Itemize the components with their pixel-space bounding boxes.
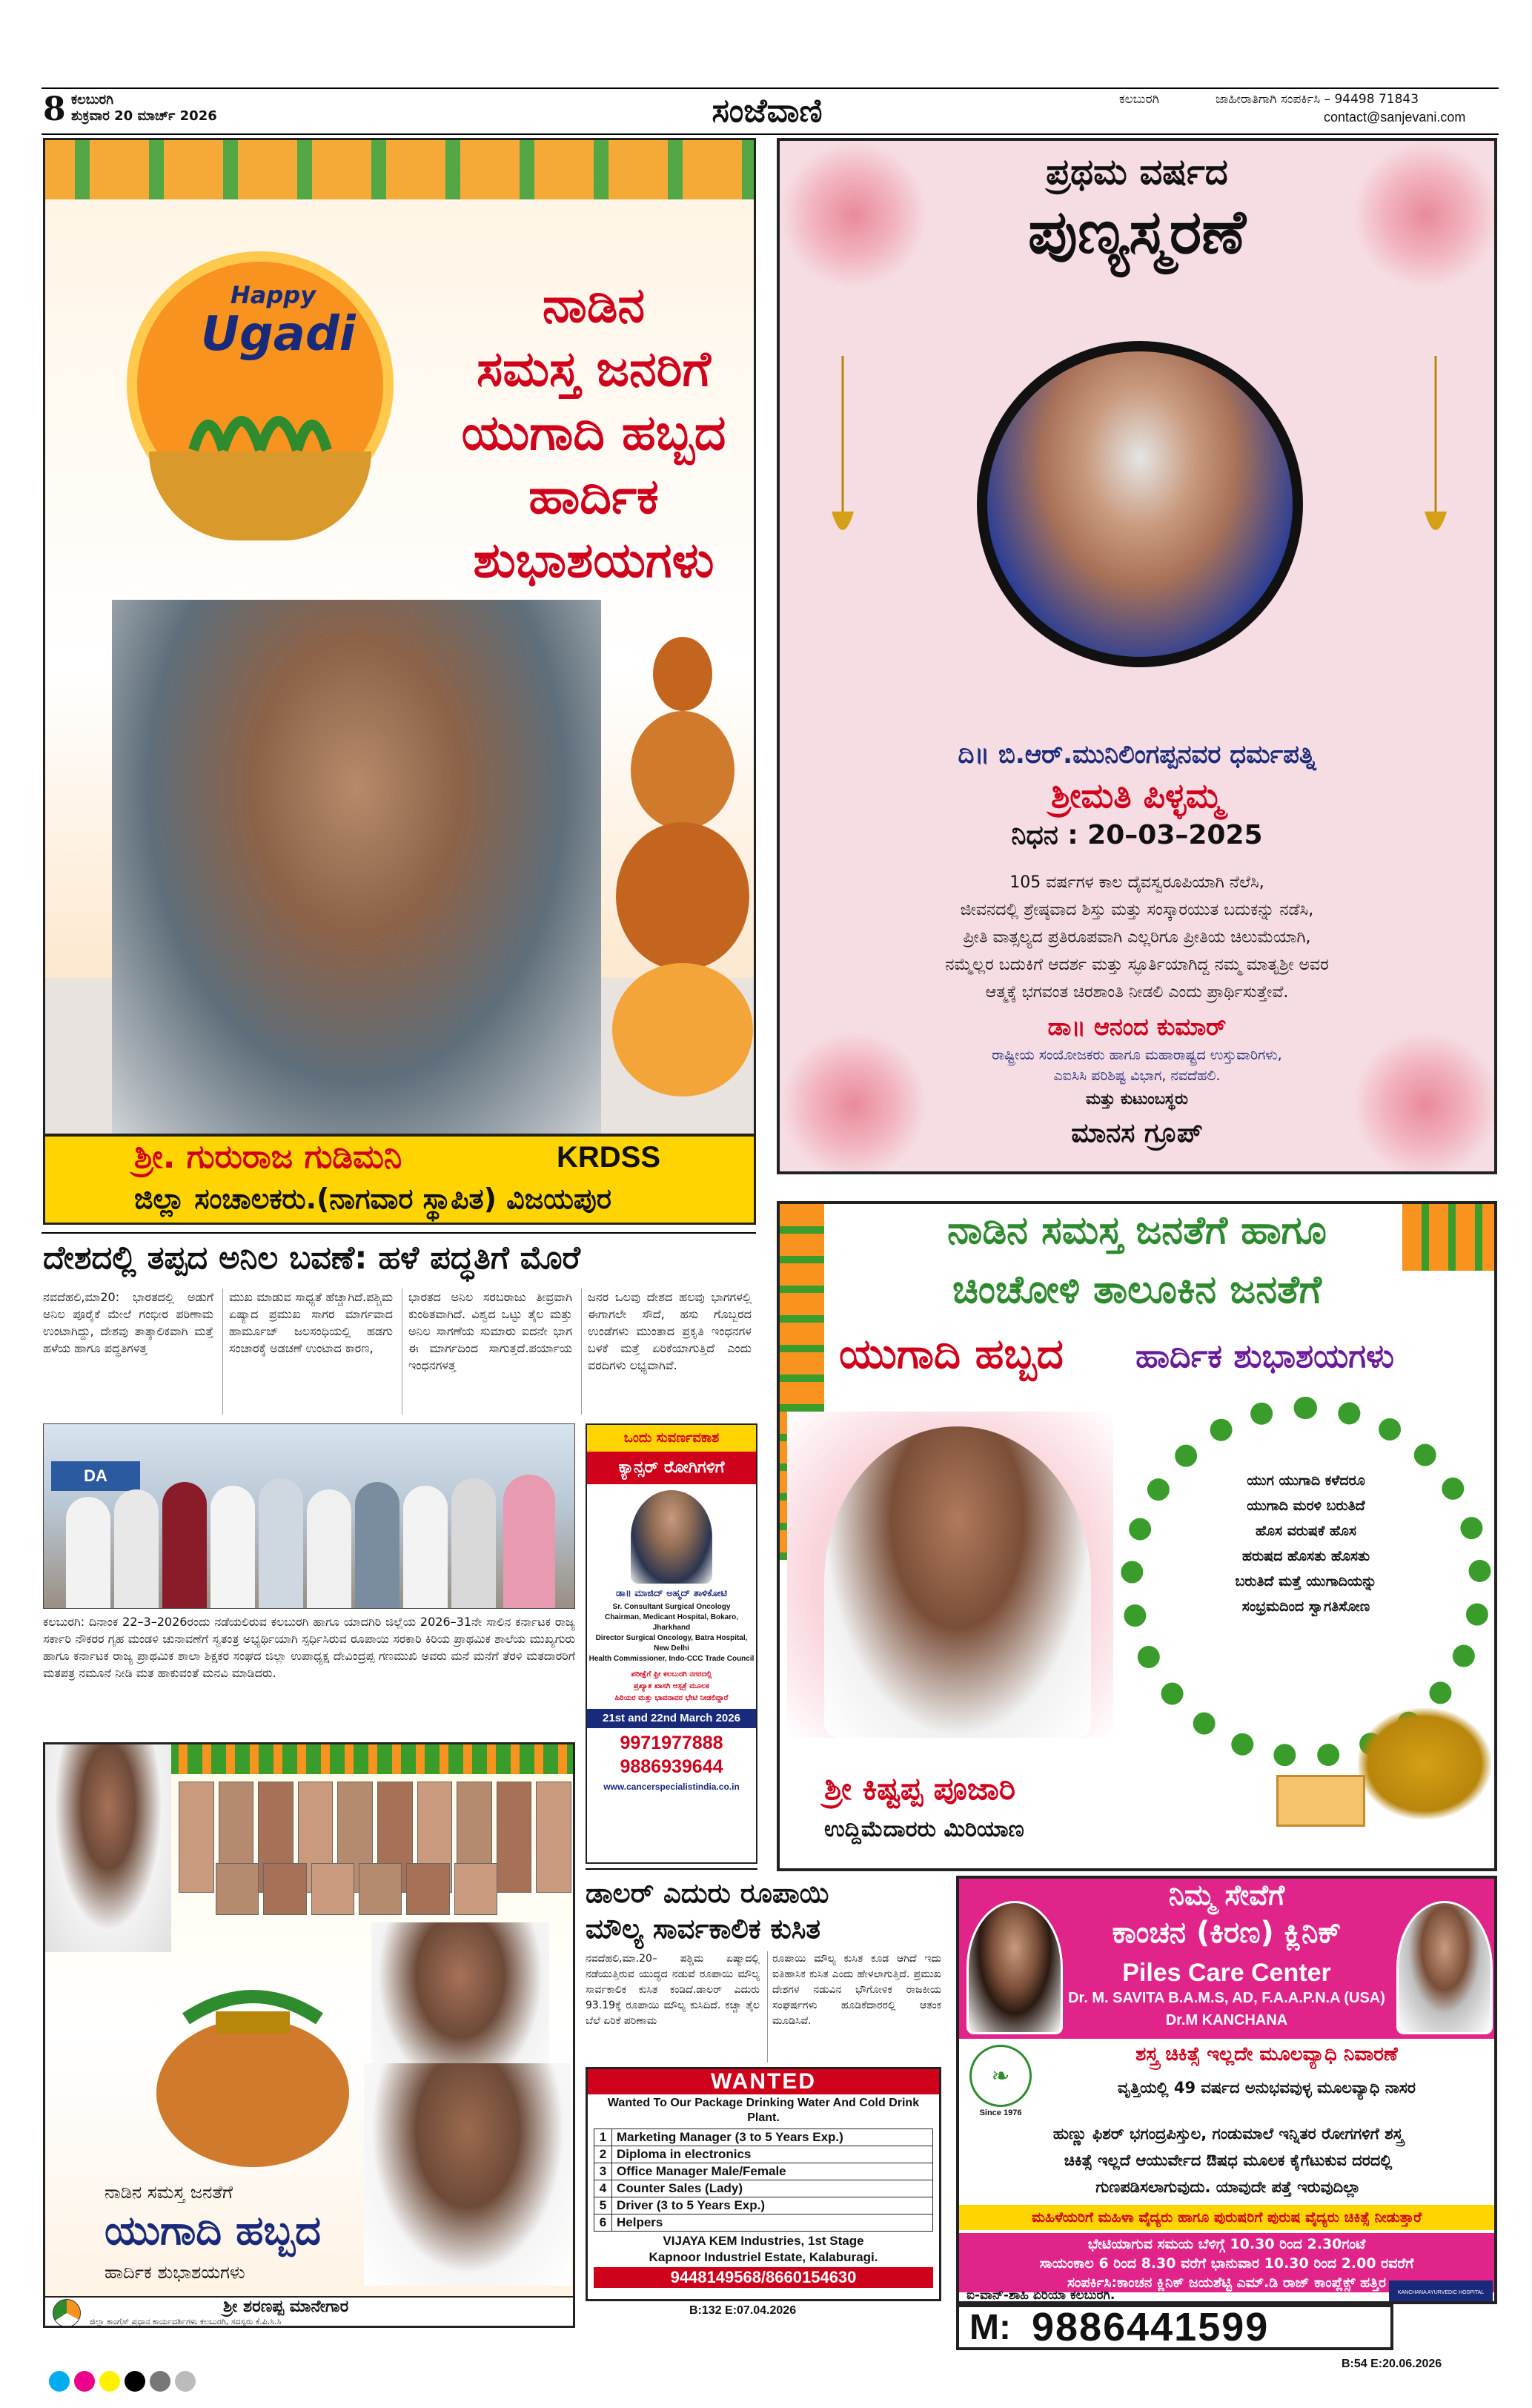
article-rule <box>42 1232 756 1234</box>
clinic-doctor-2: Dr.M KANCHANA <box>1165 2012 1288 2028</box>
memorial-portrait <box>977 341 1303 667</box>
clinic-address-line: ಸಂಪರ್ಕಿಸಿ:ಕಾಂಚನ ಕ್ಲಿನಿಕ್ ಜಯಶೆಟ್ಟಿ ಎಮ್.ಡಿ ರಾಜ್ ಕಾಂಪ್ಲೆಕ್ಸ್ ಹತ್ತಿರ <box>1067 2275 1387 2291</box>
hanging-lamp-icon-right <box>1425 356 1447 549</box>
cancer-phone-2[interactable]: 9886939644 <box>620 1756 723 1777</box>
ad-wanted <box>586 2067 941 2301</box>
person-figure <box>66 1497 110 1608</box>
hanging-lamp-icon-left <box>832 356 854 549</box>
memorial-body-line: ನಮ್ಮೆಲ್ಲರ ಬದುಕಿಗೆ ಆದರ್ಶ ಮತ್ತು ಸ್ಫೂರ್ತಿಯಾಗಿದ್ದ ನಮ್ಮ ಮಾತೃಶ್ರೀ ಅವರ <box>945 956 1329 974</box>
header-city-left: ಕಲಬುರಗಿ <box>71 92 114 108</box>
header-date: ಶುಕ್ರವಾರ 20 ಮಾರ್ಚ್ 2026 <box>71 108 217 124</box>
chincholi-line-3b: ಹಾರ್ದಿಕ ಶುಭಾಶಯಗಳು <box>1135 1337 1394 1375</box>
person-figure <box>503 1475 555 1608</box>
clinic-timing-line: ಸಾಯಂಕಾಲ 6 ರಿಂದ 8.30 ವರೆಗೆ ಭಾನುವಾರ 10.30 ರಿಂದ 2.00 ರವರೆಗೆ <box>1039 2255 1414 2272</box>
kalasha-pot-icon <box>142 1959 364 2167</box>
photo-news-image <box>43 1423 575 1609</box>
clinic-name-kn: ಕಾಂಚನ (ಕಿರಣ) ಕ್ಲಿನಿಕ್ <box>1112 1916 1342 1950</box>
wanted-row-label: Diploma in electronics <box>617 2147 752 2161</box>
leader-thumbnail <box>454 1863 497 1915</box>
congress-line-1: ನಾಡಿನ ಸಮಸ್ತ ಜನತೆಗೆ <box>105 2182 233 2203</box>
portrait-gururaja <box>112 600 601 1134</box>
leader-thumbnail <box>497 1782 532 1893</box>
chincholi-poem-line: ಬರುತಿದೆ ಮತ್ತೆ ಯುಗಾದಿಯನ್ನು <box>1235 1573 1377 1590</box>
page-number: 8 <box>43 90 66 128</box>
leader-thumbnail <box>216 1863 259 1915</box>
wanted-row <box>594 2163 932 2180</box>
chincholi-line-2: ಚಿಂಚೋಳಿ ತಾಲೂಕಿನ ಜನತೆಗೆ <box>952 1268 1322 1312</box>
wanted-row-label: Marketing Manager (3 to 5 Years Exp.) <box>617 2130 843 2144</box>
greeting-line-1: ನಾಡಿನ <box>542 277 646 334</box>
leader-photo-main <box>45 1744 171 1952</box>
greeting-line-3: ಯುಗಾದಿ ಹಬ್ಬದ <box>461 404 726 461</box>
rupee-headline-1: ಡಾಲರ್ ಎದುರು ರೂಪಾಯಿ <box>586 1877 829 1909</box>
chincholi-poem-line: ಹರುಷದ ಹೊಸತು ಹೊಸತು <box>1241 1548 1370 1564</box>
yellow-dot-icon <box>99 2371 120 2392</box>
clinic-body-line: ಹುಣ್ಣು ಫಿಶರ್ ಭಗಂದ್ರಪಿಸ್ತುಲ, ಗಂಡುಮಾಲೆ ಇನ್ನಿತರ ರೋಗಗಳಿಗೆ ಶಸ್ತ್ರ <box>1052 2125 1404 2143</box>
shop-sign: DA <box>51 1461 140 1491</box>
wanted-row <box>594 2146 932 2163</box>
article-rupee-col-1: ನವದೆಹಲಿ,ಮಾ.20– ಪಶ್ಚಿಮ ಏಷ್ಯಾದಲ್ಲಿ ನಡೆಯುತ್ತಿರುವ ಯುದ್ಧದ ನಡುವೆ ರೂಪಾಯಿ ಮೌಲ್ಯ ಸಾರ್ವಕಾಲಿಕ ಕುಸಿತ ಕಂಡಿದೆ.ಡಾಲರ್ ಎದುರು 93.19ಕ್ಕೆ ರೂಪಾಯಿ ಮೌಲ್ಯ ಕುಸಿದಿದೆ. ಕಚ್ಚಾ ತೈಲ ಬೆಲೆ ಏರಿಕೆ ಪರಿಣಾಮ <box>586 1953 760 2027</box>
person-figure <box>259 1478 303 1608</box>
wanted-row-num: 4 <box>594 2180 612 2197</box>
clinic-tagline: ನಿಮ್ಮ ಸೇವೆಗೆ <box>1168 1879 1285 1911</box>
chincholi-line-1: ನಾಡಿನ ಸಮಸ್ತ ಜನತೆಗೆ ಹಾಗೂ <box>947 1208 1327 1253</box>
chincholi-role: ಉದ್ದಿಮೆದಾರರು ಮಿರಿಯಾಣ <box>824 1816 1024 1842</box>
leader-thumbnail <box>406 1863 449 1915</box>
rupee-rule <box>586 1868 757 1870</box>
chincholi-poem-line: ಯುಗ ಯುಗಾದಿ ಕಳೆದರೂ <box>1247 1472 1365 1489</box>
article-fuel-col-2: ಮುಖ ಮಾಡುವ ಸಾಧ್ಯತೆ ಹೆಚ್ಚಾಗಿದೆ.ಪಶ್ಚಿಮ ಏಷ್ಯಾದ ಪ್ರಮುಖ ಸಾಗರ ಮಾರ್ಗವಾದ ಹಾರ್ಮೂಜ್ ಜಲಸಂಧಿಯಲ್ಲಿ ಹಡಗು ಸಂಚಾರಕ್ಕೆ ಅಡಚಣೆ ಉಂಟಾದ ಕಾರಣ, <box>222 1289 393 1415</box>
memorial-group: ಮಾನಸ ಗ್ರೂಪ್ <box>1071 1118 1203 1148</box>
clinic-mobile-label: M: <box>969 2307 1011 2347</box>
cancer-phone-1[interactable]: 9971977888 <box>620 1733 723 1753</box>
chincholi-poem <box>1173 1468 1439 1619</box>
cancer-credential: Health Commissioner, Indo-CCC Trade Council <box>588 1655 755 1663</box>
rupee-headline-2: ಮೌಲ್ಯ ಸಾರ್ವಕಾಲಿಕ ಕುಸಿತ <box>586 1913 821 1945</box>
ad-clinic <box>956 1876 1497 2304</box>
chincholi-line-3a: ಯುಗಾದಿ ಹಬ್ಬದ <box>839 1330 1064 1378</box>
ad-memorial <box>777 138 1497 1174</box>
congress-role: ಜಿಲ್ಲಾ ಕಾಂಗ್ರೆಸ್ ಪ್ರಧಾನ ಕಾರ್ಯದರ್ಶಿಗಳು ಕಲಬುರಗಿ, ಸದಸ್ಯರು ಕೆ.ಪಿ.ಸಿ.ಸಿ <box>90 2317 282 2326</box>
memorial-title-big: ಪುಣ್ಯಸ್ಮರಣೆ <box>1028 197 1246 268</box>
leader-thumbnail <box>311 1863 354 1915</box>
wanted-row-num: 1 <box>594 2129 612 2146</box>
memorial-body-line: ಜೀವನದಲ್ಲಿ ಶ್ರೇಷ್ಠವಾದ ಶಿಸ್ತು ಮತ್ತು ಸಂಸ್ಕಾರಯುತ ಬದುಕನ್ನು ನಡೆಸಿ, <box>960 901 1314 919</box>
cancer-note: ಹಿರಿಯರ ಮತ್ತು ಭಾವನಾವರ ಭೇಟಿ ನೀಡಲಿದ್ದಾರೆ <box>614 1694 729 1702</box>
wanted-row-num: 6 <box>594 2214 612 2231</box>
clinic-timing-line: ಭೇಟಿಯಾಗುವ ಸಮಯ ಬೆಳಿಗ್ಗೆ 10.30 ರಿಂದ 2.30ಗಂಟೆ <box>1087 2236 1366 2252</box>
wanted-row <box>594 2180 932 2197</box>
person-figure <box>162 1482 207 1608</box>
wanted-table <box>594 2128 933 2232</box>
memorial-title-small: ಪ್ರಥಮ ವರ್ಷದ <box>1046 151 1228 193</box>
article-rupee-col-2: ರೂಪಾಯಿ ಮೌಲ್ಯ ಕುಸಿತ ಕೂಡ ಆಗಿದೆ ಇದು ಐತಿಹಾಸಿಕ ಕುಸಿತ ಎಂದು ಹೇಳಲಾಗುತ್ತಿದೆ. ಪ್ರಮುಖ ದೇಶಗಳ ನಡುವಿನ ಭೌಗೋಳಿಕ ರಾಜಕೀಯ ಸಂಘರ್ಷಗಳು ಹೂಡಿಕೆದಾರರಲ್ಲಿ ಆತಂಕ ಮೂಡಿಸಿವೆ. <box>767 1951 941 2063</box>
cancer-title: ಕ್ಯಾನ್ಸರ್ ರೋಗಿಗಳಿಗೆ <box>587 1452 756 1484</box>
cancer-dates: 21st and 22nd March 2026 <box>587 1709 756 1728</box>
cancer-doctor-photo <box>631 1490 712 1584</box>
ad-ugadi-chincholi <box>777 1201 1497 1871</box>
marigold-garland-decoration <box>45 140 754 199</box>
chincholi-poem-line: ಯುಗಾದಿ ಮರಳಿ ಬರುತಿದೆ <box>1247 1498 1365 1514</box>
clinic-body <box>1041 2074 1493 2101</box>
article-fuel-headline: ದೇಶದಲ್ಲಿ ತಪ್ಪದ ಅನಿಲ ಬವಣೆ: ಹಳೆ ಪದ್ಧತಿಗೆ ಮೊರೆ <box>43 1240 581 1277</box>
cancer-credential: Sr. Consultant Surgical Oncology <box>612 1603 731 1611</box>
cancer-note: ಪ್ರಖ್ಯಾತ ಖಾಸಗಿ ಆಸ್ಪತ್ರೆ ಮೂಲಕ <box>633 1682 710 1690</box>
person-figure <box>451 1478 496 1608</box>
article-rupee-headline <box>586 1876 941 1947</box>
leader-photo-strip-2 <box>216 1863 497 1915</box>
person-figure <box>210 1486 255 1608</box>
kalasha-stack-icon <box>609 615 756 1104</box>
chincholi-poem-line: ಹೊಸ ವರುಷಕೆ ಹೊಸ <box>1255 1523 1357 1539</box>
black-dot-icon <box>125 2371 145 2392</box>
clinic-doctor-1: Dr. M. SAVITA B.A.M.S, AD, F.A.A.P.N.A (USA) <box>1068 1990 1385 2006</box>
photo-news-caption: ಕಲಬುರಗಿ: ದಿನಾಂಕ 22–3–2026ರಂದು ನಡೆಯಲಿರುವ ಕಲಬುರಗಿ ಹಾಗೂ ಯಾದಗಿರಿ ಜಿಲ್ಲೆಯ 2026–31ನೇ ಸಾಲಿನ ಕರ್ನಾಟಕ ರಾಜ್ಯ ಸರ್ಕಾರಿ ನೌಕರರ ಗೃಹ ಮಂಡಳಿ ಚುನಾವಣೆಗೆ ಸ್ವತಂತ್ರ ಅಭ್ಯರ್ಥಿಯಾಗಿ ಸ್ಪರ್ಧಿಸಿರುವ ರೂಪಾಯಿ ಸರಕಾರಿ ಕಿರಿಯ ಪ್ರಾಥಮಿಕ ಶಾಲೆಯ ಮುಖ್ಯಗುರು ಹಾಗೂ ಕರ್ನಾಟಕ ರಾಜ್ಯ ಪ್ರಾಥಮಿಕ ಶಾಲಾ ಶಿಕ್ಷಕರ ಸಂಘದ ಜಿಲ್ಲಾ ಉಪಾಧ್ಯಕ್ಷ ದೇವಿಂದ್ರಪ್ಪ ಗಣಮುಖಿ ಅವರು ಮನೆ ಮನೆಗೆ ತೆರಳಿ ಮತದಾರರಿಗೆ ಮತಪತ್ರ ನಮೂನೆ ನೀಡಿ ಮತ ಹಾಕುವಂತೆ ಮನವಿ ಮಾಡಿದರು. <box>43 1615 575 1680</box>
memorial-death-date: ನಿಧನ : 20–03–2025 <box>1011 820 1263 850</box>
gururaja-org: KRDSS <box>557 1141 661 1174</box>
badge-ugadi: Ugadi <box>201 307 356 362</box>
greeting-line-4: ಹಾರ್ದಿಕ <box>528 468 659 525</box>
memorial-son-role-1: ರಾಷ್ಟ್ರೀಯ ಸಂಯೋಜಕರು ಹಾಗೂ ಮಹಾರಾಷ್ಟ್ರದ ಉಸ್ತುವಾರಿಗಳು, <box>992 1047 1282 1063</box>
chincholi-name: ಶ್ರೀ ಕಿಷ್ಟಪ್ಪ ಪೂಜಾರಿ <box>824 1770 1016 1807</box>
greeting-line-2: ಸಮಸ್ತ ಜನರಿಗೆ <box>477 340 711 397</box>
leader-thumbnail <box>263 1863 306 1915</box>
leader-thumbnail <box>179 1782 214 1893</box>
congress-line-3: ಹಾರ್ದಿಕ ಶುಭಾಶಯಗಳು <box>105 2262 245 2283</box>
cancer-doctor-name: ಡಾ॥ ಮಾಜಿದ್ ಅಹ್ಮದ್ ತಾಳಿಕೋಟಿ <box>615 1588 728 1599</box>
article-fuel-col-4: ಜನರ ಒಲವು ದೇಶದ ಹಲವು ಭಾಗಗಳಲ್ಲಿ ಈಗಾಗಲೇ ಸೌದೆ, ಹಸು ಗೊಬ್ಬರದ ಉಂಡೆಗಳು ಮುಂತಾದ ಪ್ರಕೃತಿ ಇಂಧನಗಳ ಬಳಕೆ ಮತ್ತೆ ಏರಿಕೆಯಾಗುತ್ತಿದೆ ಎಂದು ವರದಿಗಳು ಲಭ್ಯವಾಗಿವೆ. <box>581 1289 752 1415</box>
memorial-body-line: ಪ್ರೀತಿ ವಾತ್ಸಲ್ಯದ ಪ್ರತಿರೂಪವಾಗಿ ಎಲ್ಲರಿಗೂ ಪ್ರೀತಿಯ ಚಿಲುಮೆಯಾಗಿ, <box>963 928 1311 947</box>
cancer-credentials <box>587 1602 756 1664</box>
cancer-website[interactable]: www.cancerspecialistindia.co.in <box>603 1782 740 1792</box>
wanted-row-label: Counter Sales (Lady) <box>617 2181 743 2195</box>
memorial-family: ಮತ್ತು ಕುಟುಂಬಸ್ಥರು <box>1086 1090 1188 1108</box>
clinic-body-line: ಗುಣಪಡಿಸಲಾಗುವುದು. ಯಾವುದೇ ಪತ್ತೆ ಇರುವುದಿಲ್ಲಾ <box>1095 2178 1361 2196</box>
cancer-note: ಪರೀಕ್ಷೆಗೆ ಫ್ರೀ ಕಲಬುರಗಿ ನಗರದಲ್ಲಿ <box>631 1670 712 1678</box>
article-fuel-col-3: ಭಾರತದ ಅನಿಲ ಸರಬರಾಜು ತೀವ್ರವಾಗಿ ಕುಂಠಿತವಾಗಿದೆ. ವಿಶ್ವದ ಒಟ್ಟು ತೈಲ ಮತ್ತು ಅನಿಲ ಸಾಗಣೆಯ ಸುಮಾರು ಐದನೇ ಭಾಗ ಈ ಮಾರ್ಗದಿಂದ ಸಾಗುತ್ತದೆ.ಪರ್ಯಾಯ ಇಂಧನಗಳತ್ತ <box>402 1289 572 1415</box>
wanted-row <box>594 2214 932 2231</box>
wanted-row-num: 3 <box>594 2163 612 2180</box>
brass-pot-icon <box>1358 1708 1491 1819</box>
memorial-name: ಶ್ರೀಮತಿ ಪಿಳ್ಳಮ್ಮ <box>1051 775 1223 816</box>
leaf-icon: ❧ <box>991 2063 1010 2089</box>
greeting-line-5: ಶುಭಾಶಯಗಳು <box>473 532 714 589</box>
gururaja-designation: ಜಿಲ್ಲಾ ಸಂಚಾಲಕರು.(ನಾಗವಾರ ಸ್ಥಾಪಿತ) ವಿಜಯಪುರ <box>134 1182 611 1215</box>
header-city-right: ಕಲಬುರಗಿ <box>1119 92 1159 107</box>
wanted-address: Kapnoor Industriel Estate, Kalaburagi. <box>649 2250 878 2264</box>
clinic-code: B:54 E:20.06.2026 <box>1342 2358 1442 2370</box>
clinic-mobile-box <box>956 2304 1393 2350</box>
article-rupee-body <box>586 1951 941 2063</box>
chincholi-portrait <box>824 1426 1091 1738</box>
ad-congress-ugadi <box>43 1742 575 2328</box>
ad-ugadi-gururaja <box>43 138 756 1225</box>
person-figure <box>403 1486 448 1608</box>
congress-line-2: ಯುಗಾದಿ ಹಬ್ಬದ <box>105 2207 321 2254</box>
ugadi-greeting-block <box>431 274 756 592</box>
clinic-body-cont <box>964 2120 1493 2200</box>
wanted-row-label: Driver (3 to 5 Years Exp.) <box>617 2198 766 2212</box>
wanted-row-label: Office Manager Male/Female <box>617 2164 786 2178</box>
chincholi-poem-line: ಸಂಭ್ರಮದಿಂದ ಸ್ವಾಗತಿಸೋಣ <box>1241 1598 1370 1615</box>
header-rule-bottom <box>42 133 1499 135</box>
wanted-code: B:132 E:07.04.2026 <box>689 2304 797 2317</box>
clinic-address-2: ಐ-ವಾನ್-ಶಾಹಿ ಏರಿಯಾ ಕಲಬುರಗಿ. <box>966 2288 1115 2303</box>
wanted-subtitle: Wanted To Our Package Drinking Water And Cold Drink Plant. <box>607 2097 920 2124</box>
article-fuel-body <box>43 1289 756 1415</box>
sweets-icon <box>1276 1775 1365 1827</box>
wanted-row <box>594 2197 932 2214</box>
person-figure <box>355 1482 399 1608</box>
leader-thumbnail <box>536 1782 571 1893</box>
wanted-row-num: 2 <box>594 2146 612 2163</box>
wanted-title: WANTED <box>588 2069 939 2094</box>
light-grey-dot-icon <box>175 2371 196 2392</box>
clinic-body-line: ಚಿಕಿತ್ಸೆ ಇಲ್ಲದೆ ಆಯುರ್ವೇದ ಔಷಧ ಮೂಲಕ ಕೈಗೆಟುಕುವ ದರದಲ್ಲಿ <box>1064 2151 1393 2169</box>
cancer-credential: Chairman, Medicant Hospital, Bokaro, Jharkhand <box>604 1613 739 1632</box>
clinic-name-en: Piles Care Center <box>1122 1959 1331 1987</box>
person-figure <box>114 1489 159 1608</box>
magenta-dot-icon <box>74 2371 95 2392</box>
cancer-credential: Director Surgical Oncology, Batra Hospital, New Delhi <box>595 1634 748 1653</box>
memorial-body-line: 105 ವರ್ಷಗಳ ಕಾಲ ದೈವಸ್ವರೂಪಿಯಾಗಿ ನೆಲೆಸಿ, <box>1009 873 1264 892</box>
print-registration-marks <box>49 2371 212 2393</box>
ad-cancer <box>586 1423 757 1864</box>
masthead <box>667 87 867 133</box>
clinic-logo-icon <box>969 2045 1032 2107</box>
clinic-mobile[interactable]: 9886441599 <box>1031 2305 1270 2349</box>
memorial-body-line: ಆತ್ಮಕ್ಕೆ ಭಗವಂತ ಚಿರಶಾಂತಿ ನೀಡಲಿ ಎಂದು ಪ್ರಾರ್ಥಿಸುತ್ತೇವೆ. <box>985 983 1289 1002</box>
congress-name: ಶ್ರೀ ಶರಣಪ್ಪ ಮಾನೇಗಾರ <box>223 2298 349 2316</box>
wanted-row-label: Helpers <box>617 2215 663 2229</box>
leader-thumbnail <box>359 1863 402 1915</box>
wanted-row-num: 5 <box>594 2197 612 2214</box>
cancer-notes <box>587 1669 756 1704</box>
badge-happy: Happy <box>231 281 316 309</box>
wanted-phones[interactable]: 9448149568/8660154630 <box>594 2267 933 2288</box>
article-fuel-col-1: ನವದೆಹಲಿ,ಮಾ20: ಭಾರತದಲ್ಲಿ ಅಡುಗೆ ಅನಿಲ ಪೂರೈಕೆ ಮೇಲೆ ಗಂಭೀರ ಪರಿಣಾಮ ಉಂಟಾಗಿದ್ದು, ದೇಶವು ತಾತ್ಕಾಲಿಕವಾಗಿ ಮತ್ತೆ ಹಳೆಯ ಹಾಗೂ ಪದ್ಧತಿಗಳತ್ತ <box>43 1290 213 1355</box>
header-email[interactable]: contact@sanjevani.com <box>1324 110 1466 125</box>
clinic-since: Since 1976 <box>979 2108 1022 2117</box>
clinic-board: KANCHANA AYURVEDIC HOSPITAL <box>1389 2280 1493 2304</box>
party-logo-icon <box>53 2299 81 2327</box>
cancer-top: ಒಂದು ಸುವರ್ಣವಕಾಶ <box>587 1425 756 1452</box>
wanted-row <box>594 2129 932 2146</box>
wanted-company: VIJAYA KEM Industries, 1st Stage <box>663 2234 864 2248</box>
grey-dot-icon <box>150 2371 170 2392</box>
clinic-heading: ಶಸ್ತ್ರ ಚಿಕಿತ್ಸೆ ಇಲ್ಲದೇ ಮೂಲವ್ಯಾಧಿ ನಿವಾರಣೆ <box>1135 2043 1398 2065</box>
memorial-son-role-2: ಎಐಸಿಸಿ ಪರಿಶಿಷ್ಟ ವಿಭಾಗ, ನವದೆಹಲಿ. <box>1053 1068 1221 1084</box>
person-figure <box>307 1489 351 1608</box>
clinic-ladies-note: ಮಹಿಳೆಯರಿಗೆ ಮಹಿಳಾ ವೈದ್ಯರು ಹಾಗೂ ಪುರುಷರಿಗೆ ಪುರುಷ ವೈದ್ಯರು ಚಿಕಿತ್ಸೆ ನೀಡುತ್ತಾರೆ <box>959 2205 1494 2230</box>
cyan-dot-icon <box>49 2371 70 2392</box>
sharanappa-portrait <box>364 2063 571 2286</box>
memorial-body <box>780 869 1494 1006</box>
mango-leaves-icon <box>186 392 334 452</box>
clinic-body-line: ವೃತ್ತಿಯಲ್ಲಿ 49 ವರ್ಷದ ಅನುಭವವುಳ್ಳ ಮೂಲವ್ಯಾಧಿ ನಾಸರ <box>1117 2079 1416 2097</box>
header-ad-contact: ಜಾಹೀರಾತಿಗಾಗಿ ಸಂಪರ್ಕಿಸಿ – 94498 71843 <box>1216 92 1419 107</box>
memorial-husband: ದಿ॥ ಬಿ.ಆರ್.ಮುನಿಲಿಂಗಪ್ಪನವರ ಧರ್ಮಪತ್ನಿ <box>958 740 1316 770</box>
gururaja-name: ಶ್ರೀ. ಗುರುರಾಜ ಗುಡಿಮನಿ <box>134 1138 402 1176</box>
memorial-son: ಡಾ॥ ಆನಂದ ಕುಮಾರ್ <box>1047 1013 1227 1041</box>
masthead-title: ಸಂಜೆವಾಣಿ <box>712 91 823 130</box>
